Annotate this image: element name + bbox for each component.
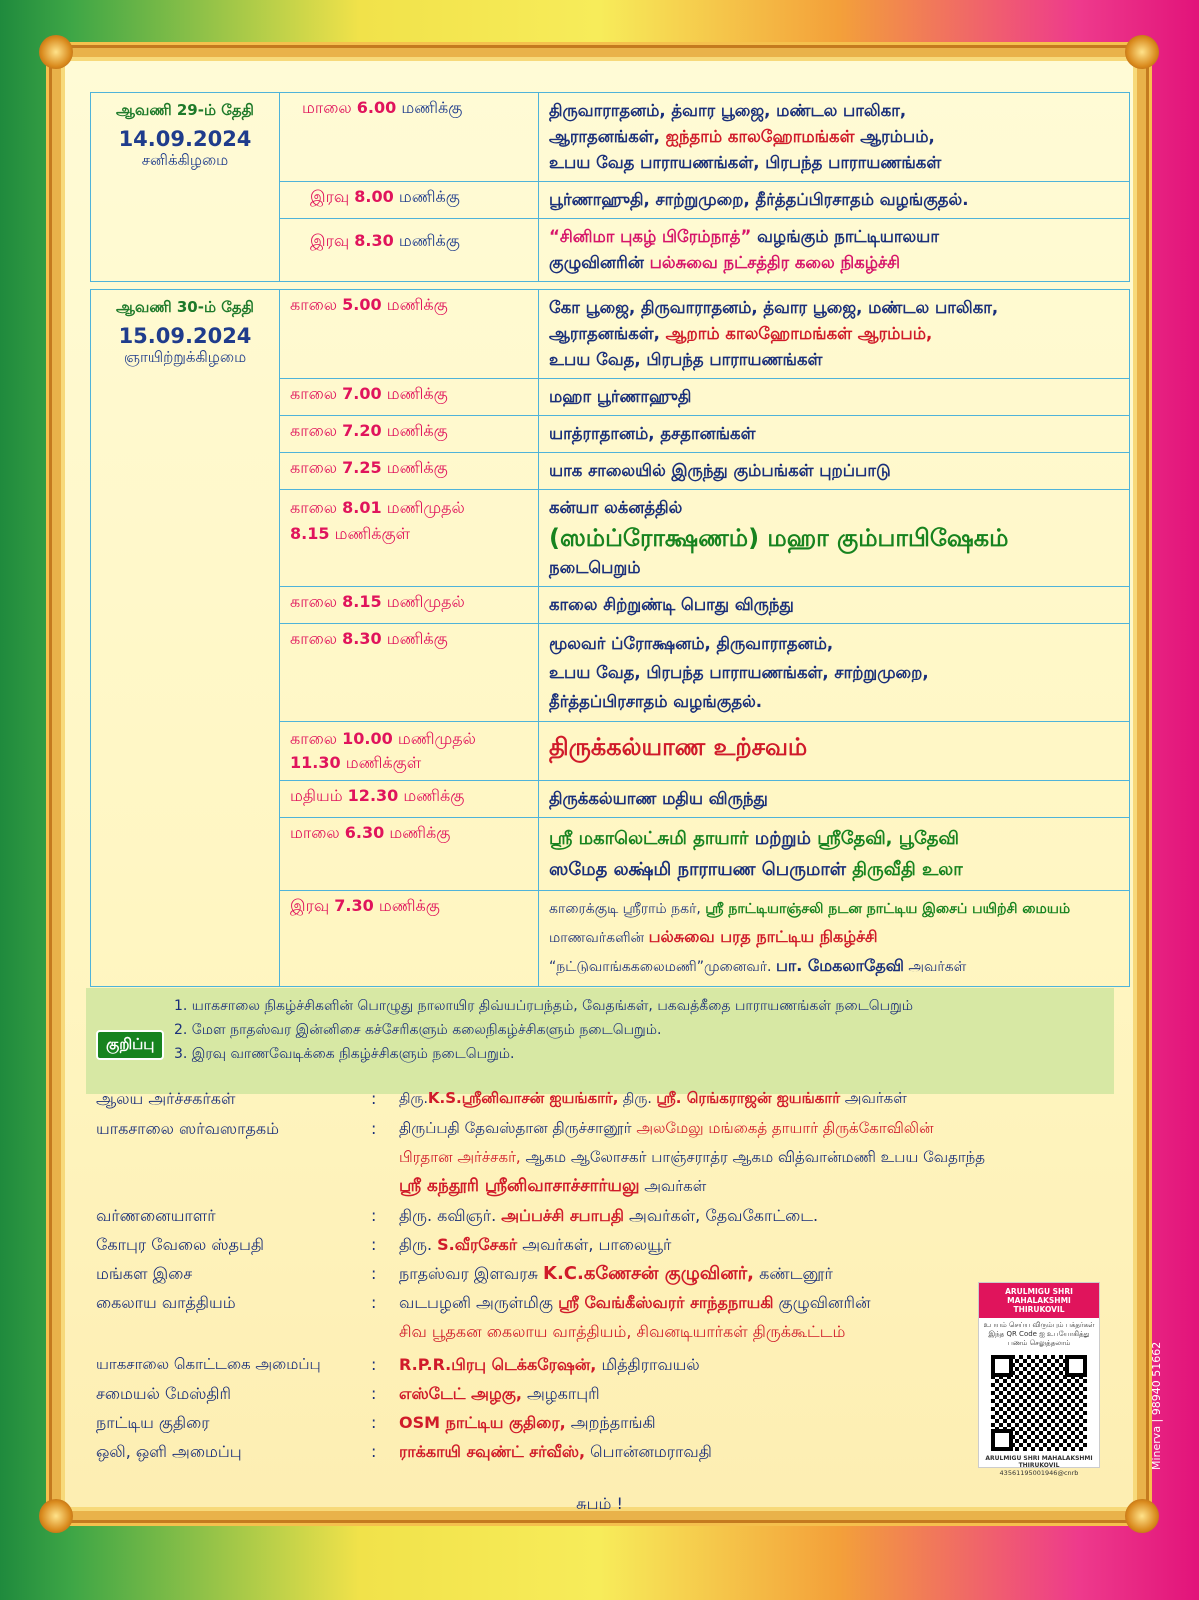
time-cell bbox=[280, 891, 539, 987]
desc-text: குழுவினரின் bbox=[549, 253, 650, 272]
desc-highlight: “சினிமா புகழ் பிரேம்நாத்” bbox=[549, 227, 752, 246]
time-cell bbox=[280, 182, 539, 219]
time-suffix: மணிக்கு bbox=[386, 629, 448, 648]
credit-row bbox=[96, 1259, 1106, 1288]
desc-line: யாக சாலையில் இருந்து கும்பங்கள் புறப்பாடு bbox=[549, 461, 891, 480]
qr-footer-name: ARULMIGU SHRI MAHALAKSHMI THIRUKOVIL bbox=[985, 1455, 1093, 1469]
time-number: 7.20 bbox=[342, 421, 382, 440]
time-number: 8.00 bbox=[354, 187, 394, 206]
day-weekday: சனிக்கிழமை bbox=[141, 151, 229, 169]
credit-name: OSM நாட்டிய குதிரை, bbox=[399, 1413, 566, 1432]
note-item: 3. இரவு வாணவேடிக்கை நிகழ்ச்சிகளும் நடைபெறும். bbox=[174, 1046, 515, 1062]
credit-label: ஆலய அர்ச்சகர்கள் bbox=[96, 1089, 236, 1108]
desc-highlight: பல்சுவை பரத நாட்டிய நிகழ்ச்சி bbox=[648, 927, 878, 946]
time-number: 8.01 bbox=[342, 498, 382, 517]
desc-text: ஆராதனங்கள், bbox=[549, 127, 666, 146]
desc-line bbox=[549, 923, 1119, 952]
credit-row bbox=[96, 1437, 1106, 1466]
desc-line bbox=[549, 321, 1119, 347]
time-suffix: மணிமுதல் bbox=[386, 592, 465, 611]
corner-ornament-icon bbox=[39, 35, 73, 69]
desc-text: அவர்கள் bbox=[903, 959, 967, 975]
credit-value bbox=[399, 1201, 1106, 1230]
time-suffix: மணிக்கு bbox=[401, 98, 463, 117]
credit-row bbox=[96, 1230, 1106, 1259]
credit-text: அவர்கள் bbox=[840, 1089, 907, 1107]
desc-highlight: ஐந்தாம் காலஹோமங்கள் bbox=[665, 127, 855, 146]
time-suffix: மணிக்கு bbox=[378, 896, 440, 915]
time-suffix: மணிக்கு bbox=[403, 786, 465, 805]
desc-line bbox=[549, 823, 1119, 854]
note-item: 2. மேள நாதஸ்வர இன்னிசை கச்சேரிகளும் கலைநிகழ்ச்சிகளும் நடைபெறும். bbox=[174, 1022, 662, 1038]
time-cell bbox=[280, 587, 539, 624]
desc-line bbox=[549, 224, 1119, 250]
credit-row bbox=[96, 1350, 1106, 1379]
time-number: 8.15 bbox=[290, 524, 330, 543]
time-period: காலை bbox=[290, 384, 338, 403]
time-cell bbox=[280, 453, 539, 490]
credit-colon: : bbox=[371, 1384, 377, 1403]
day-label: ஆவணி 30-ம் தேதி bbox=[116, 298, 254, 316]
time-number: 6.00 bbox=[356, 98, 397, 117]
credit-text: அவர்கள் bbox=[639, 1177, 707, 1195]
event-description bbox=[539, 587, 1130, 624]
credit-label: யாகசாலை ஸர்வஸாதகம் bbox=[96, 1119, 279, 1138]
desc-line: யாத்ராதானம், தசதானங்கள் bbox=[549, 424, 756, 443]
desc-headline: (ஸம்ப்ரோக்ஷணம்) மஹா கும்பாபிஷேகம் bbox=[549, 524, 1009, 552]
credits-list bbox=[96, 1084, 1106, 1466]
credit-row bbox=[96, 1084, 1106, 1114]
credit-name: எஸ்டேட் அழகு, bbox=[399, 1384, 522, 1403]
time-suffix: மணிக்கு bbox=[389, 823, 451, 842]
time-number: 5.00 bbox=[342, 295, 382, 314]
time-period: காலை bbox=[290, 592, 338, 611]
credit-name: ஸ்ரீ கந்தூரி ஸ்ரீனிவாசாச்சார்யலு bbox=[399, 1176, 640, 1196]
desc-highlight: ஸ்ரீதேவி, பூதேவி bbox=[817, 828, 959, 849]
credit-name: ஸ்ரீ வேங்கீஸ்வரர் சாந்தநாயகி bbox=[558, 1293, 774, 1312]
day-date: 15.09.2024 bbox=[118, 324, 252, 348]
qr-title: ARULMIGU SHRI MAHALAKSHMI THIRUKOVIL bbox=[979, 1283, 1099, 1318]
credit-colon: : bbox=[371, 1442, 377, 1461]
credit-row bbox=[96, 1288, 1106, 1346]
credit-text: திருப்பதி தேவஸ்தான திருச்சானூர் bbox=[399, 1119, 637, 1137]
credit-label: வர்ணனையாளர் bbox=[96, 1206, 216, 1225]
credit-text: வடபழனி அருள்மிகு bbox=[399, 1293, 559, 1312]
qr-code-icon[interactable] bbox=[991, 1355, 1087, 1451]
credit-name: R.P.R.பிரபு டெக்கரேஷன், bbox=[399, 1355, 597, 1374]
time-period: மாலை bbox=[302, 98, 352, 117]
credit-name: ராக்காயி சவுண்ட் சர்வீஸ், bbox=[399, 1442, 586, 1461]
event-description bbox=[539, 93, 1130, 182]
time-period: காலை bbox=[290, 421, 338, 440]
desc-highlight: பல்சுவை நட்சத்திர கலை நிகழ்ச்சி bbox=[649, 253, 901, 272]
credit-text: பொன்னமராவதி bbox=[585, 1442, 712, 1461]
desc-highlight: ஆறாம் காலஹோமங்கள் ஆரம்பம், bbox=[665, 324, 933, 343]
desc-line: பூர்ணாஹுதி, சாற்றுமுறை, தீர்த்தப்பிரசாதம் வழங்குதல். bbox=[549, 190, 969, 209]
credit-name: S.வீரசேகர் bbox=[437, 1235, 518, 1254]
desc-line bbox=[549, 124, 1119, 150]
desc-line: காலை சிற்றுண்டி பொது விருந்து bbox=[549, 595, 794, 614]
credit-name: அப்பச்சி சபாபதி bbox=[501, 1206, 624, 1225]
day1-date-cell bbox=[91, 93, 280, 282]
credit-row bbox=[96, 1114, 1106, 1201]
desc-line: மூலவர் ப்ரோக்ஷனம், திருவாராதனம், bbox=[549, 634, 834, 653]
desc-highlight: திருவீதி உலா bbox=[852, 859, 963, 880]
time-number: 12.30 bbox=[347, 786, 399, 805]
credit-colon: : bbox=[371, 1264, 377, 1283]
desc-text: மற்றும் bbox=[748, 828, 818, 849]
credit-colon: : bbox=[371, 1089, 377, 1108]
credit-row bbox=[96, 1408, 1106, 1437]
time-period: காலை bbox=[290, 295, 338, 314]
notes-tag: குறிப்பு bbox=[96, 1030, 164, 1060]
corner-ornament-icon bbox=[1125, 35, 1159, 69]
credit-colon: : bbox=[371, 1293, 377, 1312]
time-suffix: மணிக்கு bbox=[386, 458, 448, 477]
event-description bbox=[539, 624, 1130, 722]
time-period: இரவு bbox=[310, 231, 350, 250]
time-period: காலை bbox=[290, 498, 338, 517]
event-description bbox=[539, 781, 1130, 818]
qr-caption: உபயம் செய்ய விரும்பும் பக்தர்கள் இந்த QR Code ஐ உபயோகித்து பணம் செலுத்தலாம் bbox=[983, 1321, 1095, 1347]
credit-colon: : bbox=[371, 1119, 377, 1138]
event-description bbox=[539, 818, 1130, 891]
time-suffix: மணிக்குள் bbox=[334, 524, 411, 543]
time-period: இரவு bbox=[290, 896, 330, 915]
time-number: 8.15 bbox=[342, 592, 382, 611]
event-description bbox=[539, 722, 1130, 781]
day-weekday: ஞாயிற்றுக்கிழமை bbox=[123, 348, 247, 366]
desc-highlight: ஸ்ரீ நாட்டியாஞ்சலி நடன நாட்டிய இசைப் பயிற்சி மையம் bbox=[705, 901, 1071, 917]
credit-line bbox=[399, 1143, 1106, 1172]
desc-line: உபய வேத, பிரபந்த பாராயணங்கள் bbox=[549, 350, 823, 369]
credit-value bbox=[399, 1230, 1106, 1259]
note-item: 1. யாகசாலை நிகழ்ச்சிகளின் பொழுது நாலாயிர திவ்யப்ரபந்தம், வேதங்கள், பகவத்கீதை பாராயணங்கள் நடைபெறும் bbox=[174, 998, 914, 1014]
credit-label: சமையல் மேஸ்திரி bbox=[96, 1384, 232, 1403]
credit-text: திரு. bbox=[399, 1091, 428, 1107]
credit-text: குழுவினரின் bbox=[773, 1293, 871, 1312]
credit-colon: : bbox=[371, 1206, 377, 1225]
credit-text: திரு. bbox=[399, 1235, 438, 1254]
desc-line: கன்யா லக்னத்தில் bbox=[549, 498, 683, 517]
time-number: 7.30 bbox=[334, 896, 374, 915]
time-period: காலை bbox=[290, 729, 338, 748]
time-number: 7.25 bbox=[342, 458, 382, 477]
time-period: மதியம் bbox=[290, 786, 343, 805]
credit-label: கைலாய வாத்தியம் bbox=[96, 1293, 236, 1312]
time-suffix: மணிமுதல் bbox=[397, 729, 476, 748]
desc-text: ஸமேத லக்ஷ்மி நாராயண பெருமாள் bbox=[549, 859, 853, 880]
credit-line: சிவ பூதகன கைலாய வாத்தியம், சிவனடியார்கள் திருக்கூட்டம் bbox=[399, 1322, 846, 1341]
time-suffix: மணிக்கு bbox=[398, 187, 460, 206]
credit-row bbox=[96, 1201, 1106, 1230]
credit-line bbox=[399, 1114, 1106, 1143]
time-cell bbox=[280, 219, 539, 282]
credit-text: ஆகம ஆலோசகர் பாஞ்சராத்ர ஆகம வித்வான்மணி உபய வேதாந்த bbox=[520, 1148, 986, 1166]
credit-name: ஸ்ரீ. ரெங்கராஜன் ஐயங்கார் bbox=[656, 1089, 841, 1107]
event-description bbox=[539, 290, 1130, 379]
event-description bbox=[539, 416, 1130, 453]
credit-name: பிரதான அர்ச்சகர், bbox=[399, 1148, 521, 1166]
credit-line bbox=[399, 1172, 1106, 1201]
notes-box bbox=[86, 988, 1114, 1094]
closing-blessing: சுபம் ! bbox=[576, 1494, 623, 1513]
time-period: காலை bbox=[290, 629, 338, 648]
credit-text: திரு. கவிஞர். bbox=[399, 1206, 502, 1225]
time-number: 8.30 bbox=[342, 629, 382, 648]
desc-text: வழங்கும் நாட்டியாலயா bbox=[751, 227, 939, 246]
desc-line bbox=[549, 250, 1119, 276]
credit-text: அழகாபுரி bbox=[521, 1384, 600, 1403]
donation-qr-card bbox=[978, 1282, 1100, 1477]
time-period: காலை bbox=[290, 458, 338, 477]
desc-line bbox=[549, 896, 1119, 923]
credit-text: கண்டனூர் bbox=[754, 1264, 833, 1283]
credit-colon: : bbox=[371, 1355, 377, 1374]
desc-highlight: ஸ்ரீ மகாலெட்சுமி தாயார் bbox=[549, 828, 749, 849]
desc-text: “நட்டுவாங்ககலைமணி”முனைவர். bbox=[549, 959, 776, 975]
credit-value bbox=[399, 1084, 1106, 1114]
desc-line bbox=[549, 952, 1119, 981]
desc-line: உபய வேத, பிரபந்த பாராயணங்கள், சாற்றுமுறை, bbox=[549, 663, 929, 682]
printer-credit: Minerva | 98940 51662 bbox=[1150, 1341, 1163, 1470]
credit-name: அலமேலு மங்கைத் தாயார் திருக்கோவிலின் bbox=[636, 1119, 934, 1137]
time-suffix: மணிக்குள் bbox=[345, 753, 422, 772]
time-period: இரவு bbox=[310, 187, 350, 206]
credit-label: மங்கள இசை bbox=[96, 1264, 193, 1283]
notes-list bbox=[174, 994, 913, 1066]
desc-line: மஹா பூர்ணாஹுதி bbox=[549, 387, 692, 406]
time-cell bbox=[280, 781, 539, 818]
time-period: மாலை bbox=[290, 823, 340, 842]
day-label: ஆவணி 29-ம் தேதி bbox=[116, 101, 254, 119]
time-suffix: மணிக்கு bbox=[386, 421, 448, 440]
desc-headline: திருக்கல்யாண உற்சவம் bbox=[549, 733, 808, 761]
credit-label: ஒலி, ஒளி அமைப்பு bbox=[96, 1442, 242, 1461]
credit-text: நாதஸ்வர இளவரசு bbox=[399, 1264, 543, 1283]
desc-line: நடைபெறும் bbox=[549, 558, 641, 577]
desc-line: தீர்த்தப்பிரசாதம் வழங்குதல். bbox=[549, 692, 763, 711]
desc-text: ஆராதனங்கள், bbox=[549, 324, 666, 343]
event-description bbox=[539, 453, 1130, 490]
time-cell bbox=[280, 93, 539, 182]
time-cell bbox=[280, 290, 539, 379]
time-number: 11.30 bbox=[290, 753, 341, 772]
qr-upi-id: 43561195001946@cnrb bbox=[999, 1469, 1079, 1477]
event-description bbox=[539, 891, 1130, 987]
desc-line: திருவாராதனம், த்வார பூஜை, மண்டல பாலிகா, bbox=[549, 101, 907, 120]
credit-colon: : bbox=[371, 1235, 377, 1254]
time-suffix: மணிக்கு bbox=[398, 231, 460, 250]
event-description bbox=[539, 182, 1130, 219]
desc-line: கோ பூஜை, திருவாராதனம், த்வார பூஜை, மண்டல பாலிகா, bbox=[549, 298, 999, 317]
time-cell bbox=[280, 490, 539, 587]
time-cell bbox=[280, 416, 539, 453]
desc-highlight: பா. மேகலாதேவி bbox=[775, 956, 904, 975]
time-suffix: மணிக்கு bbox=[386, 295, 448, 314]
time-cell bbox=[280, 722, 539, 781]
credit-label: கோபுர வேலை ஸ்தபதி bbox=[96, 1235, 265, 1254]
desc-text: காரைக்குடி ஸ்ரீராம் நகர், bbox=[549, 901, 706, 917]
credit-name: K.S.ஸ்ரீனிவாசன் ஐயங்கார், bbox=[427, 1089, 619, 1107]
credit-text: அறந்தாங்கி bbox=[565, 1413, 656, 1432]
schedule-table bbox=[90, 92, 1130, 987]
credit-text: திரு. bbox=[618, 1091, 657, 1107]
credit-text: அவர்கள், பாலையூர் bbox=[517, 1235, 672, 1254]
credit-label: நாட்டிய குதிரை bbox=[96, 1413, 210, 1432]
time-cell bbox=[280, 818, 539, 891]
credit-name: K.C.கணேசன் குழுவினர், bbox=[543, 1263, 755, 1284]
credit-colon: : bbox=[371, 1413, 377, 1432]
desc-line: உபய வேத பாராயணங்கள், பிரபந்த பாராயணங்கள் bbox=[549, 153, 942, 172]
time-number: 10.00 bbox=[342, 729, 393, 748]
time-number: 6.30 bbox=[344, 823, 385, 842]
desc-line: திருக்கல்யாண மதிய விருந்து bbox=[549, 789, 768, 808]
day2-date-cell bbox=[91, 290, 280, 987]
day-date: 14.09.2024 bbox=[118, 127, 252, 151]
credit-text: மித்திராவயல் bbox=[596, 1355, 700, 1374]
desc-text: ஆரம்பம், bbox=[854, 127, 935, 146]
time-suffix: மணிக்கு bbox=[386, 384, 448, 403]
credit-value bbox=[399, 1114, 1106, 1201]
credit-label: யாகசாலை கொட்டகை அமைப்பு bbox=[96, 1355, 321, 1373]
time-cell bbox=[280, 624, 539, 722]
desc-line bbox=[549, 854, 1119, 885]
event-description bbox=[539, 379, 1130, 416]
time-suffix: மணிமுதல் bbox=[386, 498, 465, 517]
event-description bbox=[539, 219, 1130, 282]
desc-text: மாணவர்களின் bbox=[549, 930, 649, 946]
event-description bbox=[539, 490, 1130, 587]
time-number: 8.30 bbox=[354, 231, 394, 250]
credit-row bbox=[96, 1379, 1106, 1408]
credit-text: அவர்கள், தேவகோட்டை. bbox=[623, 1206, 819, 1225]
time-cell bbox=[280, 379, 539, 416]
time-number: 7.00 bbox=[342, 384, 382, 403]
